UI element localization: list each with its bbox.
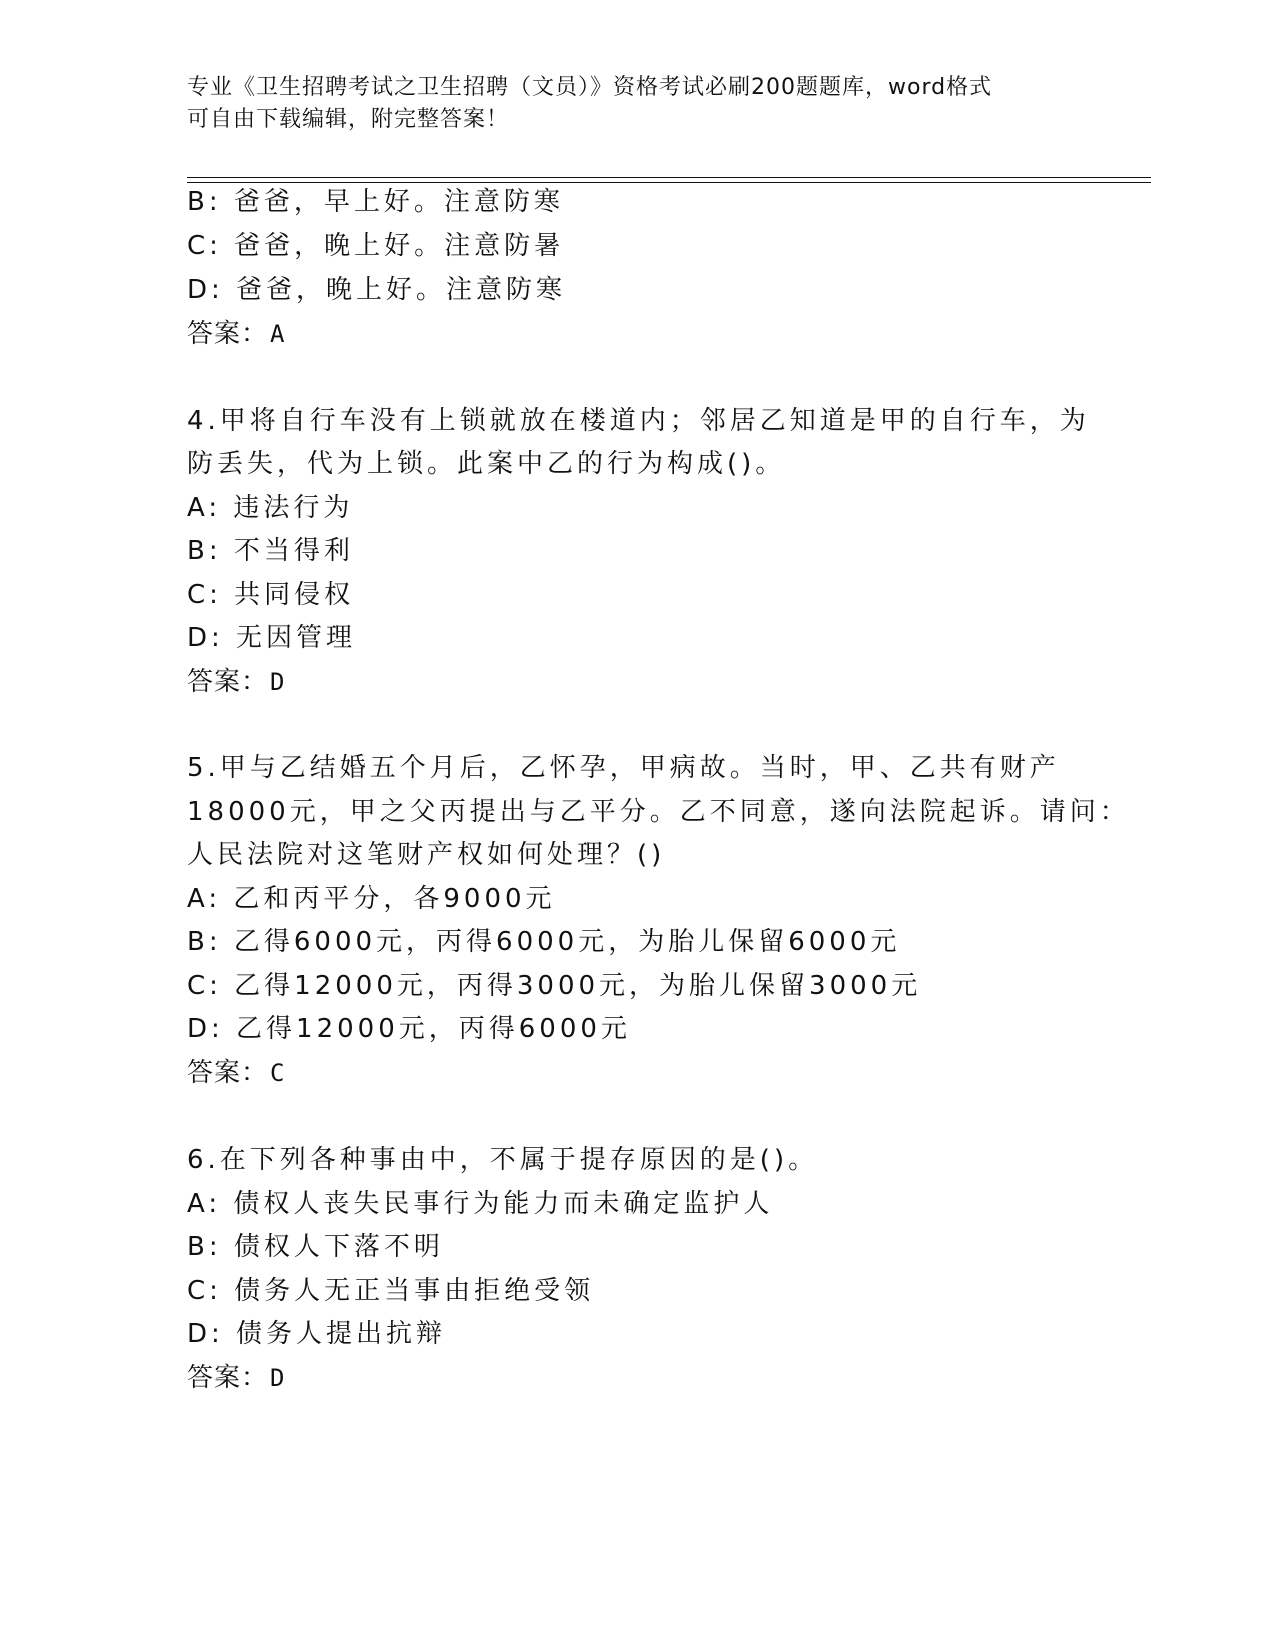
option-b: B: 爸爸，早上好。注意防寒 xyxy=(187,187,564,217)
option-d: D: 爸爸，晚上好。注意防寒 xyxy=(187,275,567,305)
answer-label: 答案： xyxy=(187,667,269,697)
option-b: B: 乙得6000元，丙得6000元，为胎儿保留6000元 xyxy=(187,927,901,957)
option-d: D: 债务人提出抗辩 xyxy=(187,1319,447,1349)
answer-line xyxy=(187,1056,285,1090)
option-a: A: 债权人丧失民事行为能力而未确定监护人 xyxy=(187,1189,774,1219)
question-stem-line-1: 5.甲与乙结婚五个月后，乙怀孕，甲病故。当时，甲、乙共有财产 xyxy=(187,753,1060,783)
option-c: C: 共同侵权 xyxy=(187,580,355,610)
option-a: A: 违法行为 xyxy=(187,493,354,523)
option-c: C: 爸爸，晚上好。注意防暑 xyxy=(187,231,565,261)
answer-label: 答案： xyxy=(187,1058,269,1088)
answer-value: D xyxy=(270,1364,286,1392)
header-text xyxy=(187,72,1087,136)
header-line-1: 专业《卫生招聘考试之卫生招聘（文员）》资格考试必刷200题题库，word格式 xyxy=(187,75,993,100)
question-stem-line-2: 18000元，甲之父丙提出与乙平分。乙不同意，遂向法院起诉。请问： xyxy=(187,797,1130,827)
option-a: A: 乙和丙平分，各9000元 xyxy=(187,884,556,914)
header-line-2: 可自由下载编辑，附完整答案！ xyxy=(187,107,510,132)
header-divider-top xyxy=(187,177,1151,178)
header-divider-bottom xyxy=(187,182,1151,183)
answer-line xyxy=(187,1361,285,1395)
answer-line xyxy=(187,665,285,699)
option-b: B: 债权人下落不明 xyxy=(187,1232,444,1262)
question-stem-line-3: 人民法院对这笔财产权如何处理？() xyxy=(187,840,666,870)
option-d: D: 乙得12000元，丙得6000元 xyxy=(187,1014,631,1044)
option-b: B: 不当得利 xyxy=(187,536,354,566)
answer-line xyxy=(187,317,285,351)
option-c: C: 乙得12000元，丙得3000元，为胎儿保留3000元 xyxy=(187,971,922,1001)
question-stem-line-1: 4.甲将自行车没有上锁就放在楼道内；邻居乙知道是甲的自行车，为 xyxy=(187,406,1090,436)
answer-label: 答案： xyxy=(187,1363,269,1393)
answer-value: D xyxy=(270,668,286,696)
question-stem-line-1: 6.在下列各种事由中，不属于提存原因的是()。 xyxy=(187,1145,819,1175)
answer-value: C xyxy=(270,1059,286,1087)
option-c: C: 债务人无正当事由拒绝受领 xyxy=(187,1276,595,1306)
option-d: D: 无因管理 xyxy=(187,623,357,653)
question-stem-line-2: 防丢失，代为上锁。此案中乙的行为构成()。 xyxy=(187,449,786,479)
answer-label: 答案： xyxy=(187,319,269,349)
answer-value: A xyxy=(270,320,286,348)
